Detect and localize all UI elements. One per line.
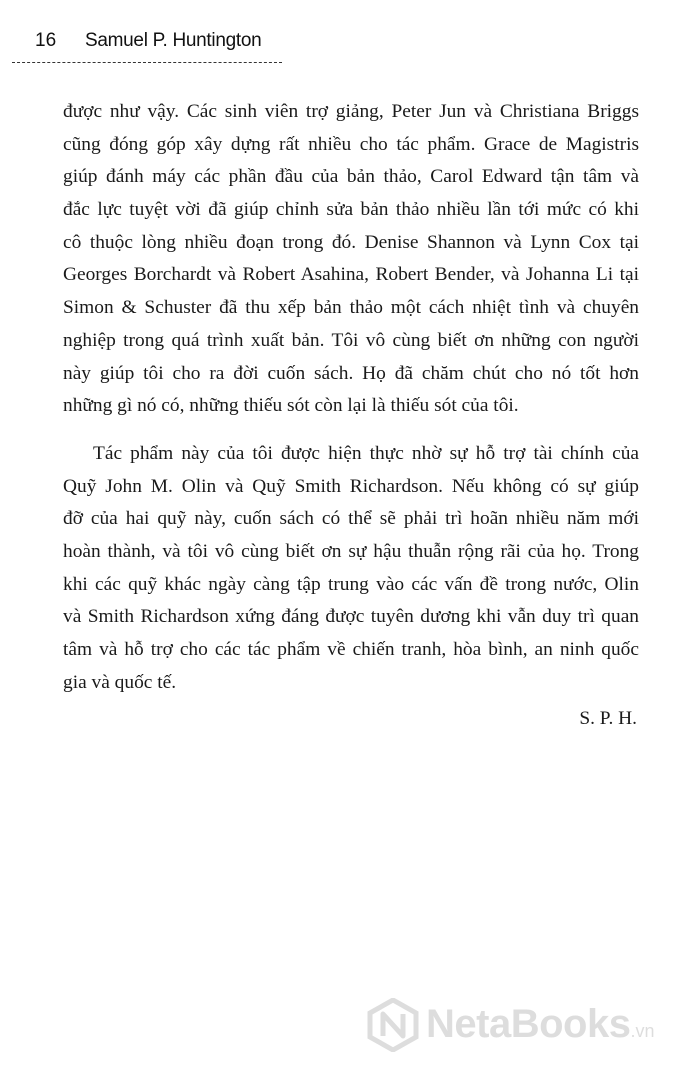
text-line: những gì nó có, những thiếu sót còn lại là thiếu sót của tôi. <box>63 395 519 417</box>
text-line: này giúp tôi cho ra đời cuốn sách. Họ đã chăm chút cho nó tốt hơn <box>63 362 639 384</box>
text-line: giúp đánh máy các phần đầu của bản thảo, Carol Edward tận tâm và <box>63 166 639 188</box>
running-head-author: Samuel P. Huntington <box>85 30 262 51</box>
body-text <box>63 96 639 736</box>
text-line: cũng đóng góp xây dựng rất nhiều cho tác phẩm. Grace de Magistris <box>63 133 639 155</box>
watermark-brand-suffix: .vn <box>630 1021 655 1041</box>
text-line: hoàn thành, và tôi vô cùng biết ơn sự hậu thuẫn rộng rãi của họ. Trong <box>63 540 639 562</box>
page-number: 16 <box>35 30 57 51</box>
text-line: tâm và hỗ trợ cho các tác phẩm về chiến tranh, hòa bình, an ninh quốc <box>63 639 639 660</box>
header-dashed-rule <box>12 62 282 63</box>
text-line: được như vậy. Các sinh viên trợ giảng, Peter Jun và Christiana Briggs <box>63 101 639 122</box>
text-line: Tác phẩm này của tôi được hiện thực nhờ sự hỗ trợ tài chính của <box>93 442 639 464</box>
text-line: đỡ của hai quỹ này, cuốn sách có thể sẽ phải trì hoãn nhiều năm mới <box>63 508 639 530</box>
text-line: và Smith Richardson xứng đáng được tuyên dương khi vẫn duy trì quan <box>63 606 639 628</box>
paragraph-1 <box>63 96 639 423</box>
text-line: Quỹ John M. Olin và Quỹ Smith Richardson. Nếu không có sự giúp <box>63 475 639 497</box>
neta-logo-icon <box>366 998 420 1052</box>
paragraph-2 <box>63 438 639 700</box>
watermark-brand <box>426 1002 654 1047</box>
text-line: cô thuộc lòng nhiều đoạn trong đó. Denise Shannon và Lynn Cox tại <box>63 231 639 253</box>
text-line: khi các quỹ khác ngày càng tập trung vào các vấn đề trong nước, Olin <box>63 573 639 595</box>
watermark-brand-name: NetaBooks <box>426 1002 631 1046</box>
watermark <box>366 998 686 1052</box>
text-line: gia và quốc tế. <box>63 671 177 693</box>
signature-initials: S. P. H. <box>579 708 637 730</box>
text-line: đắc lực tuyệt vời đã giúp chỉnh sửa bản thảo nhiều lần tới mức có khi <box>63 199 639 221</box>
paragraph-spacer <box>63 423 639 438</box>
text-line: Georges Borchardt và Robert Asahina, Robert Bender, và Johanna Li tại <box>63 264 639 286</box>
running-head <box>35 30 261 52</box>
text-line: nghiệp trong quá trình xuất bản. Tôi vô cùng biết ơn những con người <box>63 329 639 351</box>
text-line: Simon & Schuster đã thu xếp bản thảo một cách nhiệt tình và chuyên <box>63 297 639 319</box>
